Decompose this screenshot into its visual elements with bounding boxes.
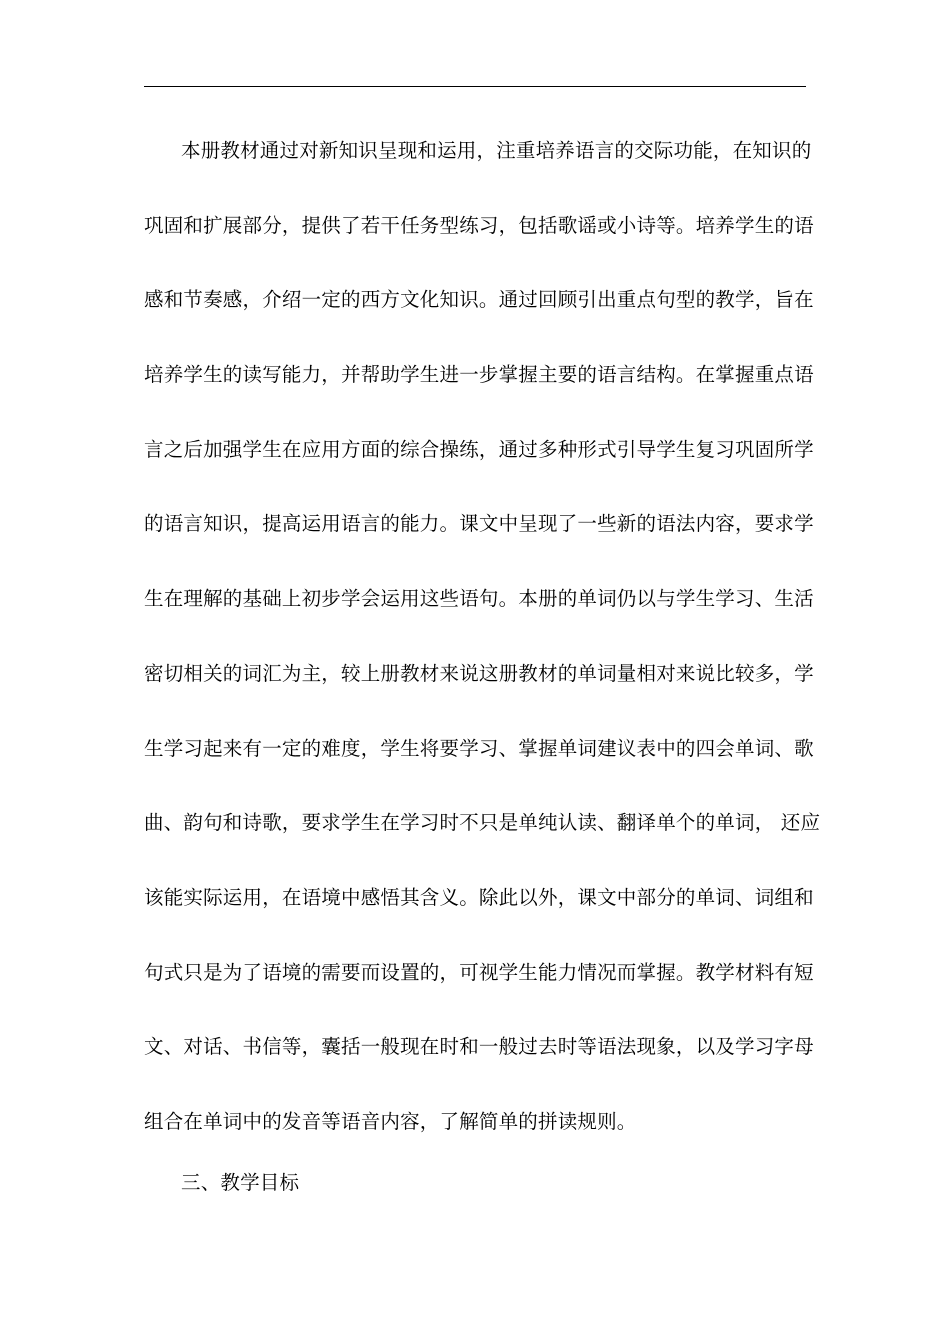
paragraph-line: 句式只是为了语境的需要而设置的，可视学生能力情况而掌握。教学材料有短 (144, 960, 814, 984)
paragraph-line: 培养学生的读写能力，并帮助学生进一步掌握主要的语言结构。在掌握重点语 (144, 363, 814, 387)
paragraph-line: 感和节奏感，介绍一定的西方文化知识。通过回顾引出重点句型的教学，旨在 (144, 288, 814, 312)
paragraph-line: 巩固和扩展部分，提供了若干任务型练习，包括歌谣或小诗等。培养学生的语 (144, 213, 814, 237)
paragraph-line: 生学习起来有一定的难度，学生将要学习、掌握单词建议表中的四会单词、歌 (144, 736, 814, 760)
paragraph-line: 密切相关的词汇为主，较上册教材来说这册教材的单词量相对来说比较多，学 (144, 661, 814, 685)
paragraph-line: 组合在单词中的发音等语音内容，了解简单的拼读规则。 (144, 1109, 637, 1133)
paragraph-line: 的语言知识，提高运用语言的能力。课文中呈现了一些新的语法内容，要求学 (144, 512, 814, 536)
paragraph-line: 言之后加强学生在应用方面的综合操练，通过多种形式引导学生复习巩固所学 (144, 437, 814, 461)
paragraph-line: 本册教材通过对新知识呈现和运用，注重培养语言的交际功能，在知识的 (181, 139, 812, 162)
paragraph-line: 生在理解的基础上初步学会运用这些语句。本册的单词仍以与学生学习、生活 (144, 587, 814, 611)
body-paragraph (144, 132, 821, 1178)
paragraph-line: 该能实际运用，在语境中感悟其含义。除此以外，课文中部分的单词、词组和 (144, 885, 814, 909)
paragraph-line: 曲、韵句和诗歌，要求学生在学习时不只是单纯认读、翻译单个的单词， 还应 (144, 811, 821, 835)
paragraph-line: 文、对话、书信等，囊括一般现在时和一般过去时等语法现象，以及学习字母 (144, 1035, 814, 1059)
section-heading: 三、教学目标 (181, 1171, 300, 1194)
header-rule (144, 86, 806, 87)
